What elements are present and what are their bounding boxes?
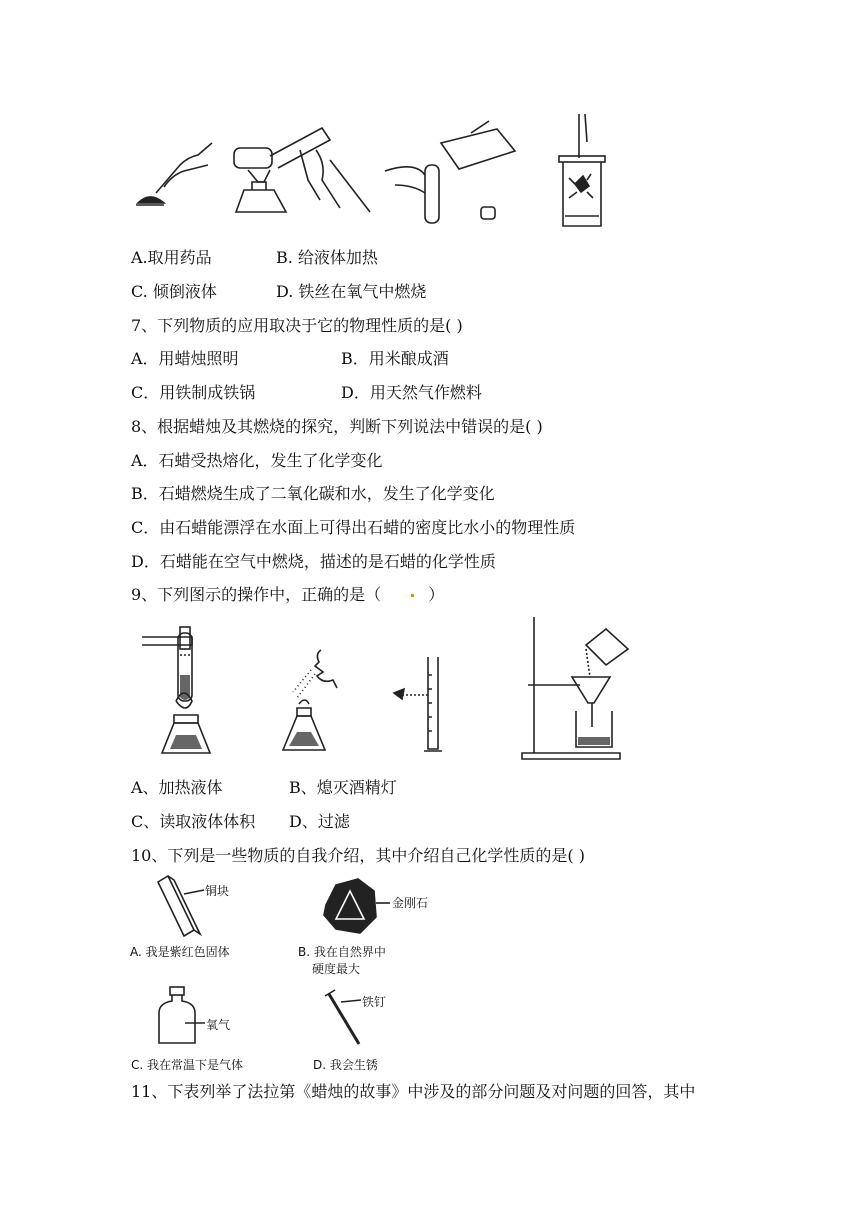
heat-liquid-illustration	[230, 120, 375, 215]
answer-blank-mark	[411, 594, 414, 597]
q10-caption-b-line2: 硬度最大	[312, 962, 361, 976]
blow-out-lamp-illustration	[275, 640, 345, 755]
iron-wire-burning-illustration	[555, 112, 610, 230]
q6-option-a: A.取用药品	[131, 248, 212, 267]
read-volume-cylinder-illustration	[390, 655, 445, 755]
q10-caption-d: D. 我会生锈	[313, 1058, 378, 1072]
pour-liquid-illustration	[385, 115, 520, 227]
q6-option-b: B. 给液体加热	[276, 248, 378, 267]
q7-option-b: B．用米酿成酒	[341, 349, 449, 368]
copper-label: 铜块	[205, 884, 230, 898]
q6-options-cd	[131, 282, 427, 302]
q7-option-d: D．用天然气作燃料	[341, 383, 482, 402]
q9-option-b: B、熄灭酒精灯	[289, 778, 397, 797]
take-reagent-illustration	[128, 135, 213, 207]
q7-options-ab	[131, 349, 449, 369]
copper-block-illustration	[150, 872, 210, 942]
q8-option-d: D．石蜡能在空气中燃烧，描述的是石蜡的化学性质	[131, 552, 496, 571]
q7-option-c: C．用铁制成铁锅	[131, 383, 256, 402]
q9-option-c: C、读取液体体积	[131, 812, 256, 831]
q11-stem: 11、下表列举了法拉第《蜡烛的故事》中涉及的部分问题及对问题的回答，其中	[131, 1082, 696, 1101]
q8-option-b: B．石蜡燃烧生成了二氧化碳和水，发生了化学变化	[131, 484, 495, 503]
q7-stem: 7、下列物质的应用取决于它的物理性质的是( )	[131, 316, 463, 335]
filtration-illustration	[520, 615, 650, 760]
q10-stem: 10、下列是一些物质的自我介绍，其中介绍自己化学性质的是( )	[131, 846, 585, 865]
q7-option-a: A．用蜡烛照明	[131, 349, 239, 368]
nail-label: 铁钉	[362, 995, 387, 1009]
diamond-illustration	[322, 877, 392, 937]
q8-option-c: C．由石蜡能漂浮在水面上可得出石蜡的密度比水小的物理性质	[131, 518, 576, 537]
q10-caption-a: A. 我是紫红色固体	[130, 945, 230, 959]
oxygen-bottle-illustration	[155, 985, 210, 1047]
q9-option-d: D、过滤	[289, 812, 350, 831]
q9-stem-close: ）	[428, 585, 445, 604]
q6-option-d: D. 铁丝在氧气中燃烧	[276, 282, 427, 301]
q7-options-cd	[131, 383, 482, 403]
q9-stem-text: 9、下列图示的操作中，正确的是（	[131, 585, 382, 604]
q9-options-cd	[131, 812, 350, 832]
q10-caption-c: C. 我在常温下是气体	[131, 1058, 244, 1072]
q8-option-a: A．石蜡受热熔化，发生了化学变化	[131, 451, 383, 470]
q6-options-ab	[131, 248, 378, 268]
q9-options-ab	[131, 778, 397, 798]
q10-caption-b-line1: B. 我在自然界中	[298, 945, 386, 959]
diamond-label: 金刚石	[392, 896, 429, 910]
heating-liquid-test-tube-illustration	[140, 615, 210, 760]
iron-nail-illustration	[325, 990, 365, 1048]
q9-option-a: A、加热液体	[131, 778, 223, 797]
q8-stem: 8、根据蜡烛及其燃烧的探究，判断下列说法中错误的是( )	[131, 417, 543, 436]
q6-option-c: C. 倾倒液体	[131, 282, 217, 301]
oxygen-label: 氧气	[206, 1018, 231, 1032]
q9-stem	[131, 585, 444, 605]
